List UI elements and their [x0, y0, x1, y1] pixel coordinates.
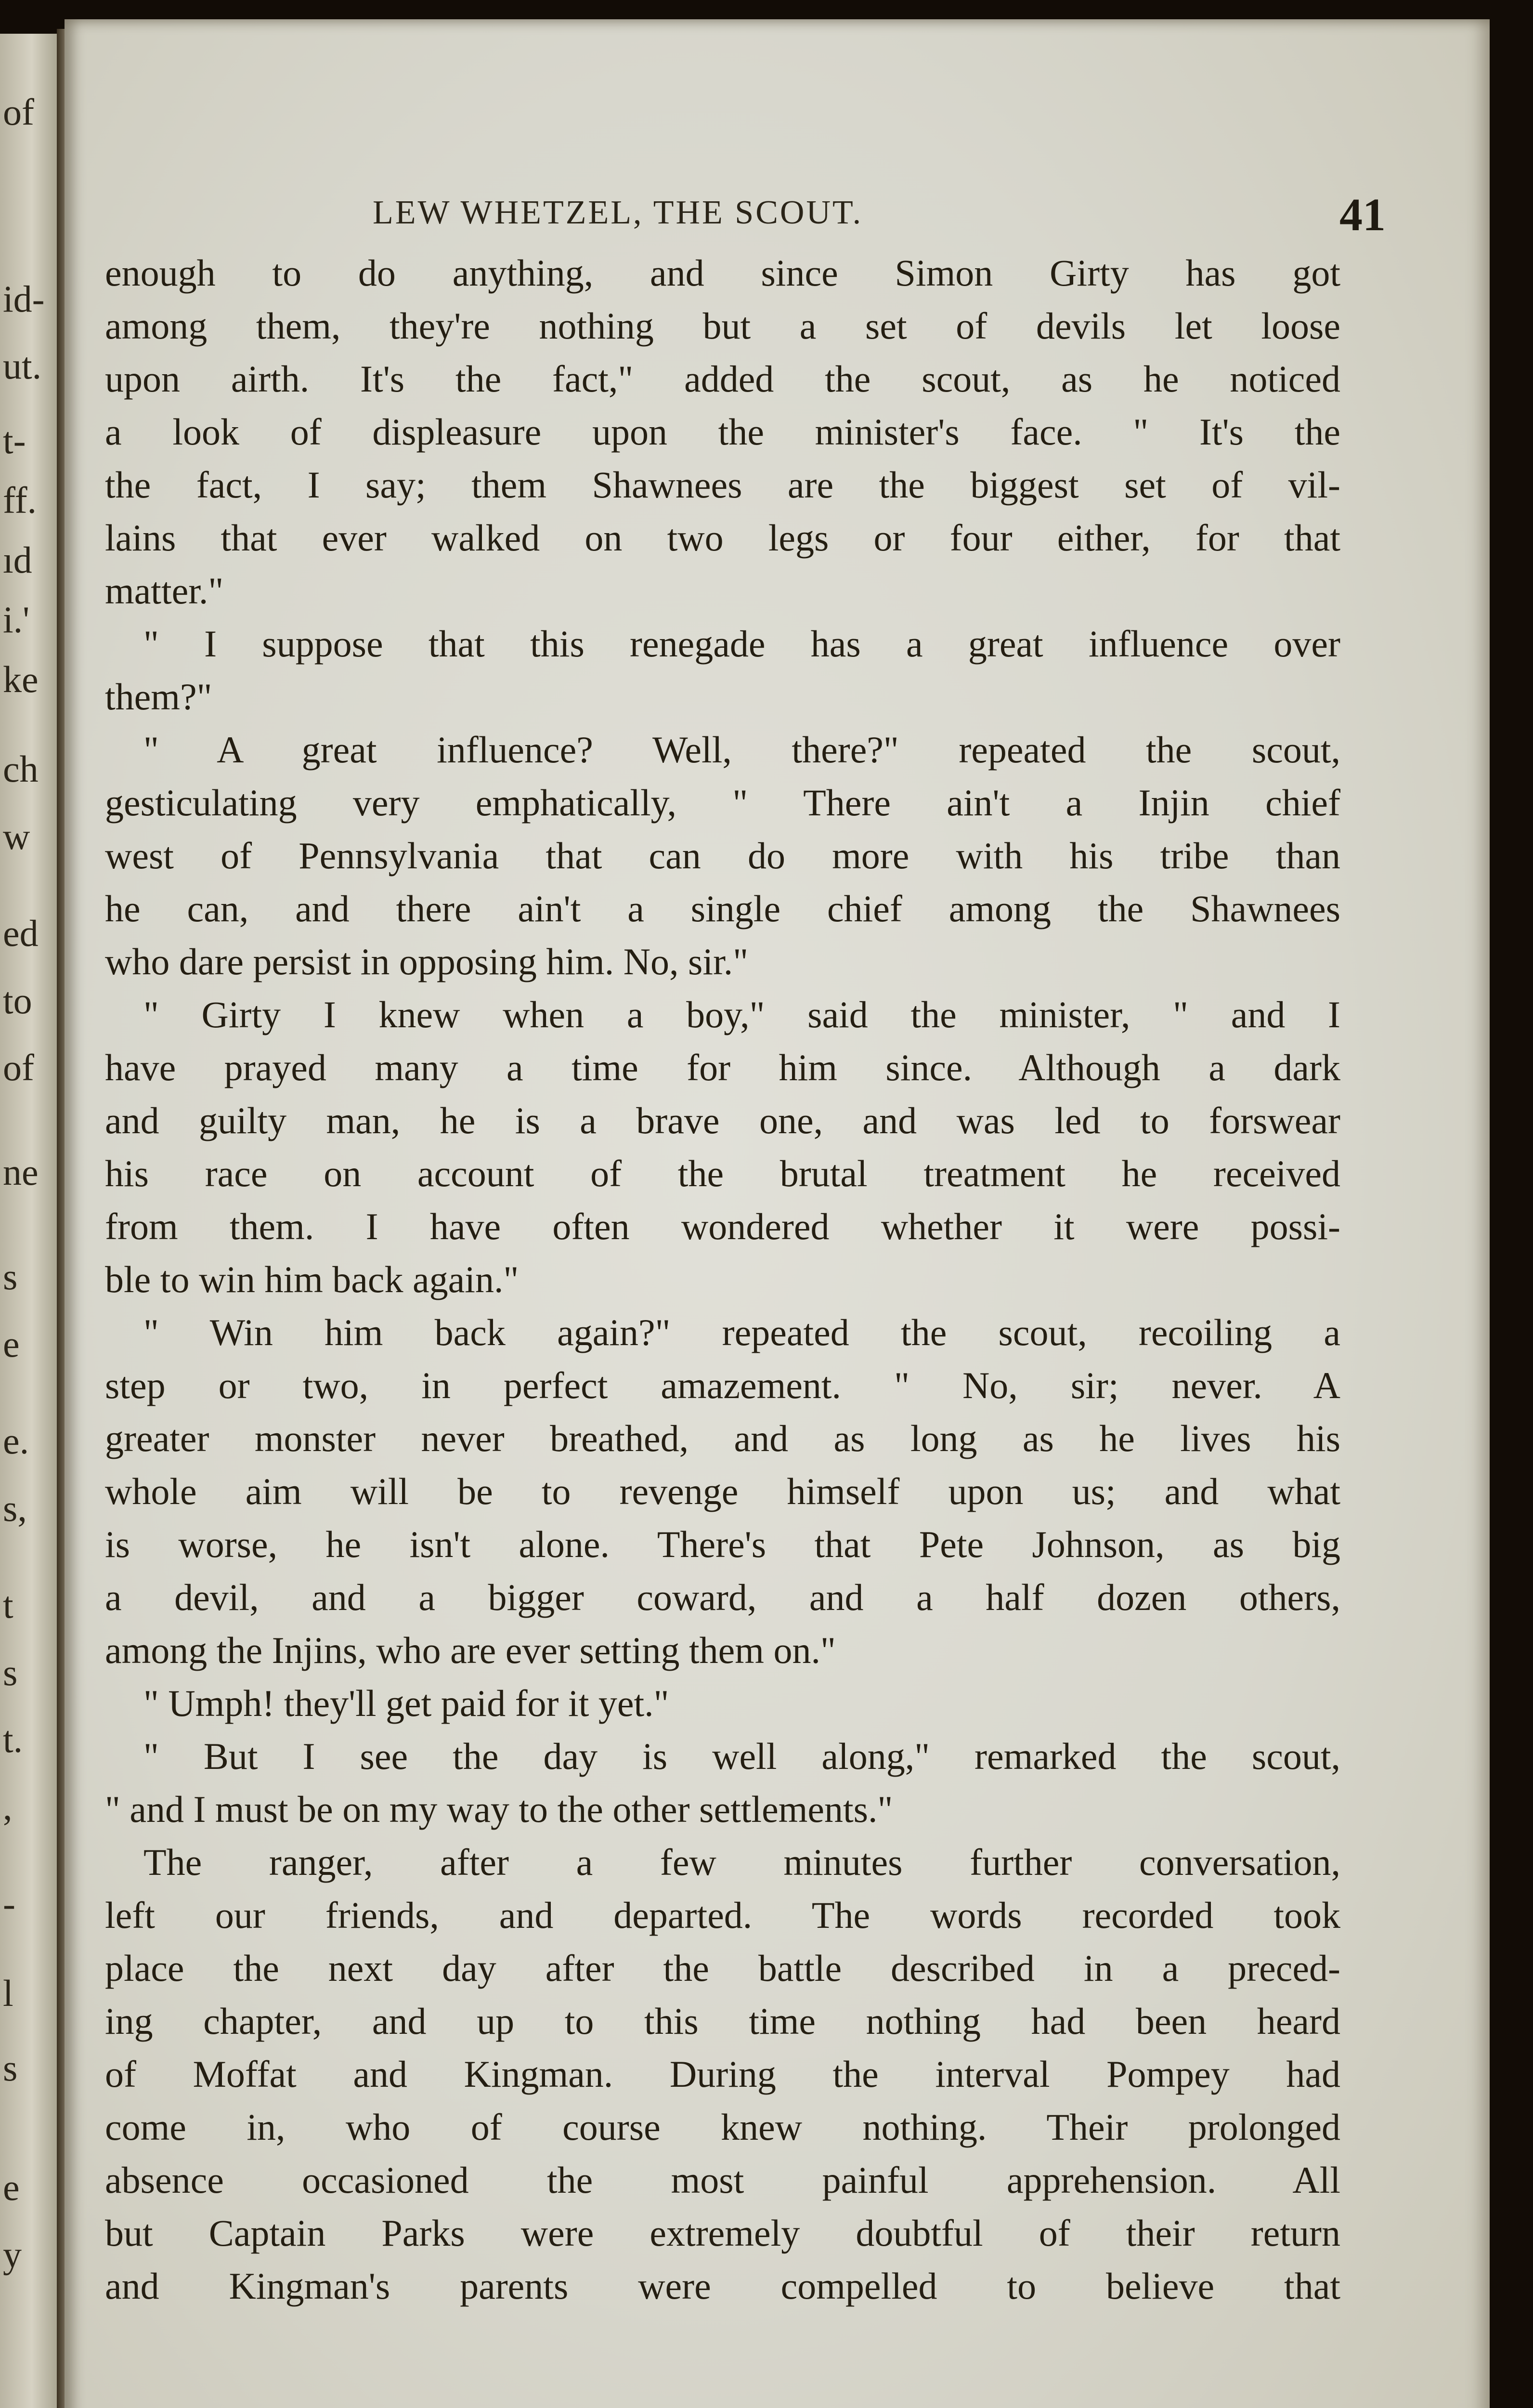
facing-page-fragment: of — [3, 91, 34, 133]
facing-page-fragment: y — [3, 2233, 22, 2276]
text-line: and Kingman's parents were compelled to believe that — [105, 2265, 1340, 2307]
facing-page-fragment: w — [3, 815, 30, 857]
text-line: among them, they're nothing but a set of devils let loose — [105, 305, 1340, 347]
text-line: of Moffat and Kingman. During the interval Pompey had — [105, 2053, 1340, 2095]
text-line: a devil, and a bigger coward, and a half dozen others, — [105, 1576, 1340, 1618]
text-line: gesticulating very emphatically, " There ain't a Injin chief — [105, 782, 1340, 824]
text-line: his race on account of the brutal treatment he received — [105, 1152, 1340, 1194]
text-line: ble to win him back again." — [105, 1258, 519, 1300]
facing-page-fragment: to — [3, 979, 32, 1021]
text-line: lains that ever walked on two legs or four either, for that — [105, 517, 1340, 559]
text-line: " A great influence? Well, there?" repeated the scout, — [143, 729, 1340, 771]
facing-page-fragment: s — [3, 1651, 18, 1693]
facing-page-fragment: t- — [3, 419, 26, 461]
facing-page-fragment: s — [3, 2047, 18, 2089]
facing-page-edge — [0, 34, 58, 2408]
text-line: is worse, he isn't alone. There's that Pete Johnson, as big — [105, 1523, 1340, 1565]
text-line: whole aim will be to revenge himself upon us; and what — [105, 1470, 1340, 1512]
text-line: west of Pennsylvania that can do more with his tribe than — [105, 835, 1340, 877]
facing-page-fragment: ut. — [3, 345, 42, 387]
text-line: come in, who of course knew nothing. Their prolonged — [105, 2106, 1340, 2148]
text-line: matter." — [105, 570, 224, 612]
facing-page-fragment: t — [3, 1584, 13, 1626]
facing-page-fragment: s — [3, 1256, 18, 1297]
text-line: and guilty man, he is a brave one, and was led to forswear — [105, 1099, 1340, 1141]
text-line: from them. I have often wondered whether it were possi- — [105, 1205, 1340, 1247]
running-title: LEW WHETZEL, THE SCOUT. — [373, 194, 863, 231]
text-line: have prayed many a time for him since. Although a dark — [105, 1047, 1340, 1088]
facing-page-fragment: i.' — [3, 599, 30, 641]
facing-page-fragment: ff. — [3, 479, 37, 521]
facing-page-fragment: ke — [3, 658, 39, 700]
text-line: among the Injins, who are ever setting them on." — [105, 1629, 836, 1671]
book-page — [65, 19, 1490, 2408]
text-line: left our friends, and departed. The words recorded took — [105, 1894, 1340, 1936]
facing-page-fragment: id- — [3, 277, 45, 320]
text-line: " Girty I knew when a boy," said the minister, " and I — [143, 994, 1340, 1035]
page-number: 41 — [1339, 189, 1386, 240]
text-line: " I suppose that this renegade has a great influence over — [143, 623, 1340, 665]
facing-page-fragment: s, — [3, 1487, 27, 1529]
text-line: a look of displeasure upon the minister's face. " It's the — [105, 411, 1340, 453]
text-line: " But I see the day is well along," remarked the scout, — [143, 1735, 1340, 1777]
facing-page-fragment: l — [3, 1972, 13, 2014]
facing-page-fragment: ed — [3, 912, 39, 954]
facing-page-fragment: t. — [3, 1718, 23, 1760]
facing-page-fragment: e — [3, 1322, 20, 1365]
text-line: who dare persist in opposing him. No, sir." — [105, 941, 749, 982]
text-line: step or two, in perfect amazement. " No, sir; never. A — [105, 1364, 1340, 1406]
facing-page-fragment: , — [3, 1785, 13, 1828]
text-line: greater monster never breathed, and as long as he lives his — [105, 1417, 1340, 1459]
text-line: upon airth. It's the fact," added the scout, as he noticed — [105, 358, 1340, 400]
text-line: " and I must be on my way to the other settlements." — [105, 1788, 893, 1830]
text-line: he can, and there ain't a single chief among the Shawnees — [105, 888, 1340, 929]
text-line: the fact, I say; them Shawnees are the biggest set of vil- — [105, 464, 1340, 506]
text-line: enough to do anything, and since Simon Girty has got — [105, 252, 1340, 294]
running-head — [65, 189, 1490, 242]
body-text — [105, 247, 1340, 2313]
facing-page-fragment: ıd — [3, 539, 32, 581]
text-line: The ranger, after a few minutes further conversation, — [143, 1841, 1340, 1883]
facing-page-fragment: e. — [3, 1420, 29, 1462]
text-line: " Win him back again?" repeated the scout, recoiling a — [143, 1311, 1340, 1353]
text-line: " Umph! they'll get paid for it yet." — [143, 1682, 669, 1724]
text-line: ing chapter, and up to this time nothing had been heard — [105, 2000, 1340, 2042]
text-line: place the next day after the battle described in a preced- — [105, 1947, 1340, 1989]
facing-page-fragment: ch — [3, 748, 39, 790]
facing-page-fragment: e — [3, 2166, 20, 2208]
facing-page-fragment: of — [3, 1047, 34, 1088]
facing-page-fragment: ne — [3, 1151, 39, 1193]
text-line: them?" — [105, 676, 212, 718]
text-line: but Captain Parks were extremely doubtful of their return — [105, 2212, 1340, 2254]
facing-page-fragment: - — [3, 1883, 15, 1924]
text-line: absence occasioned the most painful apprehension. All — [105, 2159, 1340, 2201]
